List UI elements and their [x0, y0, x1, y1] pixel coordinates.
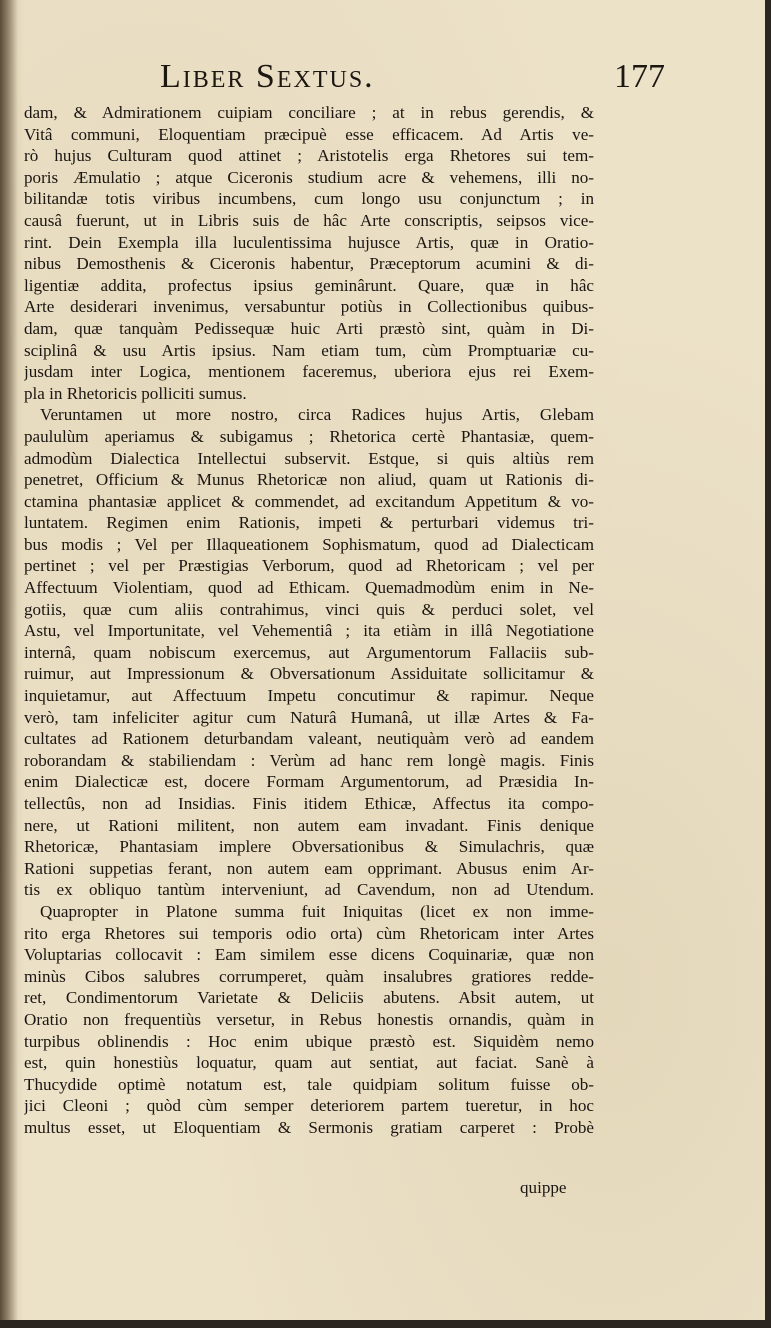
catchword: quippe: [520, 1178, 567, 1197]
text-line: Veruntamen ut more nostro, circa Radices hujus Artis, Glebam: [40, 405, 594, 425]
text-line: pla in Rhetoricis polliciti sumus.: [24, 383, 247, 403]
text-line: Rhetoricæ, Phantasiam implere Obversationibus & Simulachris, quæ: [24, 837, 594, 857]
text-line: bilitandæ totis viribus incumbens, cum longo usu conjunctum ; in: [24, 189, 594, 209]
text-line: Quapropter in Platone summa fuit Iniquitas (licet ex non imme-: [40, 901, 594, 921]
text-line: dam, & Admirationem cuipiam conciliare ; at in rebus gerendis, &: [24, 103, 594, 122]
text-line: rò hujus Culturam quod attinet ; Aristotelis erga Rhetores sui tem-: [24, 146, 594, 166]
text-line: causâ fuerunt, ut in Libris suis de hâc Arte conscriptis, seipsos vice-: [24, 210, 594, 230]
text-line: sciplinâ & usu Artis ipsius. Nam etiam tum, cùm Promptuariæ cu-: [24, 340, 594, 360]
text-line: penetret, Officium & Munus Rhetoricæ non aliud, quam ut Rationis di-: [24, 470, 594, 490]
text-line: rito erga Rhetores sui temporis odio orta) cùm Rhetoricam inter Artes: [24, 923, 594, 943]
text-line: ctamina phantasiæ applicet & commendet, ad excitandum Appetitum & vo-: [24, 491, 594, 511]
text-line: Astu, vel Importunitate, vel Vehementiâ ; ita etiàm in illâ Negotiatione: [24, 621, 594, 641]
text-line: ret, Condimentorum Varietate & Deliciis abutens. Absit autem, ut: [24, 988, 594, 1008]
text-line: verò, tam infeliciter agitur cum Naturâ Humanâ, ut illæ Artes & Fa-: [24, 707, 594, 727]
text-line: turpibus oblinendis : Hoc enim ubique præstò est. Siquidèm nemo: [24, 1031, 594, 1051]
text-line: Oratio non frequentiùs versetur, in Rebus honestis ornandis, quàm in: [24, 1009, 594, 1029]
text-line: poris Æmulatio ; atque Ciceronis studium acre & vehemens, illi no-: [24, 167, 594, 187]
text-line: cultates ad Rationem deturbandam valeant, neutiquàm verò ad eandem: [24, 729, 594, 749]
text-line: bus modis ; Vel per Illaqueationem Sophismatum, quod ad Dialecticam: [24, 534, 594, 554]
text-line: roborandam & stabiliendam : Verùm ad hanc rem longè magis. Finis: [24, 750, 594, 770]
text-line: Thucydide optimè notatum est, tale quidpiam solitum fuisse ob-: [24, 1074, 594, 1094]
text-line: nibus Demosthenis & Ciceronis habentur, Præceptorum acumini & di-: [24, 254, 594, 274]
text-line: ligentiæ addita, profectus ipsius geminârunt. Quare, quæ in hâc: [24, 275, 594, 295]
text-line: ruimur, aut Impressionum & Obversationum Assiduitate sollicitamur &: [24, 664, 594, 684]
running-title: Liber Sextus.: [160, 58, 375, 95]
text-line: inquietamur, aut Affectuum Impetu concutimur & rapimur. Neque: [24, 686, 594, 706]
text-line: Rationi suppetias ferant, non autem eam opprimant. Abusus enim Ar-: [24, 858, 594, 878]
text-line: paululùm aperiamus & subigamus ; Rhetorica certè Phantasiæ, quem-: [24, 426, 594, 446]
text-line: admodùm Dialectica Intellectui subservit. Estque, si quis altiùs rem: [24, 448, 594, 468]
page-number: 177: [614, 58, 665, 95]
text-line: gotiis, quæ cum aliis contrahimus, vinci quis & perduci solet, vel: [24, 599, 594, 619]
text-line: Voluptarias collocavit : Eam similem esse dicens Coquinariæ, quæ non: [24, 945, 594, 965]
text-line: tis ex obliquo tantùm interveniunt, ad Cavendum, non ad Utendum.: [24, 880, 594, 900]
text-line: internâ, quam nobiscum exercemus, aut Argumentorum Fallaciis sub-: [24, 642, 594, 662]
text-line: pertinet ; vel per Præstigias Verborum, quod ad Rhetoricam ; vel per: [24, 556, 594, 576]
text-line: jusdam inter Logica, mentionem faceremus, uberiora ejus rei Exem-: [24, 362, 594, 382]
text-line: jici Cleoni ; quòd cùm semper deteriorem partem tueretur, in hoc: [24, 1096, 594, 1116]
text-line: Arte desiderari invenimus, versabuntur potiùs in Collectionibus quibus-: [24, 297, 594, 317]
text-line: tellectûs, non ad Insidias. Finis itidem Ethicæ, Affectus ita compo-: [24, 794, 594, 813]
text-line: multus esset, ut Eloquentiam & Sermonis gratiam carperet : Probè: [24, 1117, 594, 1137]
text-line: Affectuum Violentiam, quod ad Ethicam. Quemadmodùm enim in Ne-: [24, 578, 594, 598]
text-line: dam, quæ tanquàm Pedissequæ huic Arti præstò sint, quàm in Di-: [24, 318, 594, 338]
text-line: luntatem. Regimen enim Rationis, impeti & perturbari videmus tri-: [24, 513, 594, 533]
text-line: est, quin honestiùs loquatur, quam aut sentiat, aut faciat. Sanè à: [24, 1053, 594, 1073]
text-line: enim Dialecticæ est, docere Formam Argumentorum, ad Præsidia In-: [24, 772, 594, 792]
binding-gutter: [0, 0, 18, 1320]
text-line: rint. Dein Exempla illa luculentissima hujusce Artis, quæ in Oratio-: [24, 232, 594, 252]
text-line: Vitâ communi, Eloquentiam præcipuè esse efficacem. Ad Artis ve-: [24, 124, 594, 144]
text-line: minùs Cibos salubres corrumperet, quàm insalubres gratiores redde-: [24, 966, 594, 986]
text-line: nere, ut Rationi militent, non autem eam invadant. Finis denique: [24, 815, 594, 835]
running-head: [0, 58, 765, 106]
body-text: [24, 102, 594, 1139]
